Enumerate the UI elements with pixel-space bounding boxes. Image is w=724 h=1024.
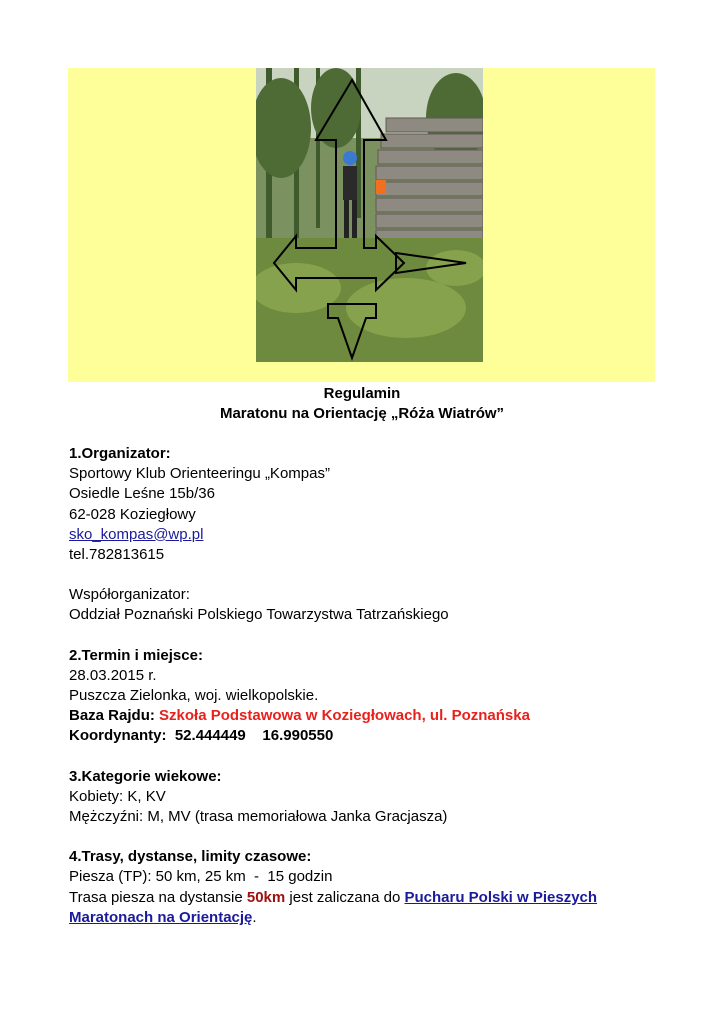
organizer-name: Sportowy Klub Orienteeringu „Kompas” [69, 465, 330, 483]
routes-foot: Piesza (TP): 50 km, 25 km - 15 godzin [69, 868, 333, 886]
document-title-block [0, 384, 724, 424]
organizer-email-link[interactable]: sko_kompas@wp.pl [69, 525, 204, 543]
coorganizer-name: Oddział Poznański Polskiego Towarzystwa Tatrzańskiego [69, 606, 449, 624]
base-value: Szkoła Podstawowa w Koziegłowach, ul. Poznańska [159, 707, 530, 725]
categories-heading: 3.Kategorie wiekowe: [69, 767, 222, 785]
routes-heading: 4.Trasy, dystanse, limity czasowe: [69, 848, 312, 866]
coords-label: Koordynanty: [69, 727, 167, 745]
cup-mid: jest zaliczana do [285, 888, 405, 906]
cup-pre: Trasa piesza na dystansie [69, 888, 247, 906]
base-label: Baza Rajdu: [69, 707, 155, 725]
organizer-heading: 1.Organizator: [69, 445, 171, 462]
term-heading: 2.Termin i miejsce: [69, 646, 203, 664]
term-place: Puszcza Zielonka, woj. wielkopolskie. [69, 687, 319, 705]
document-title: Regulamin [323, 385, 401, 402]
forest-cabin-image [256, 68, 483, 362]
cup-end: . [252, 908, 257, 926]
categories-men: Mężczyźni: M, MV (trasa memoriałowa Janka Gracjasza) [69, 808, 448, 826]
categories-women: Kobiety: K, KV [69, 787, 166, 805]
cup-distance: 50km [246, 888, 286, 906]
organizer-address2: 62-028 Koziegłowy [69, 505, 196, 523]
document-subtitle: Maratonu na Orientację „Róża Wiatrów” [219, 405, 505, 422]
coorganizer-label: Współorganizator: [69, 586, 190, 604]
compass-rose-photo [256, 68, 483, 362]
header-banner [68, 68, 655, 382]
regulations-content [69, 444, 669, 928]
organizer-phone: tel.782813615 [69, 546, 165, 564]
term-date: 28.03.2015 r. [69, 666, 157, 684]
cup-link[interactable]: Pucharu Polski w Pieszych Maratonach na Orientację [69, 888, 598, 926]
organizer-address1: Osiedle Leśne 15b/36 [69, 485, 215, 503]
coords-value: 52.444449 16.990550 [174, 727, 334, 745]
